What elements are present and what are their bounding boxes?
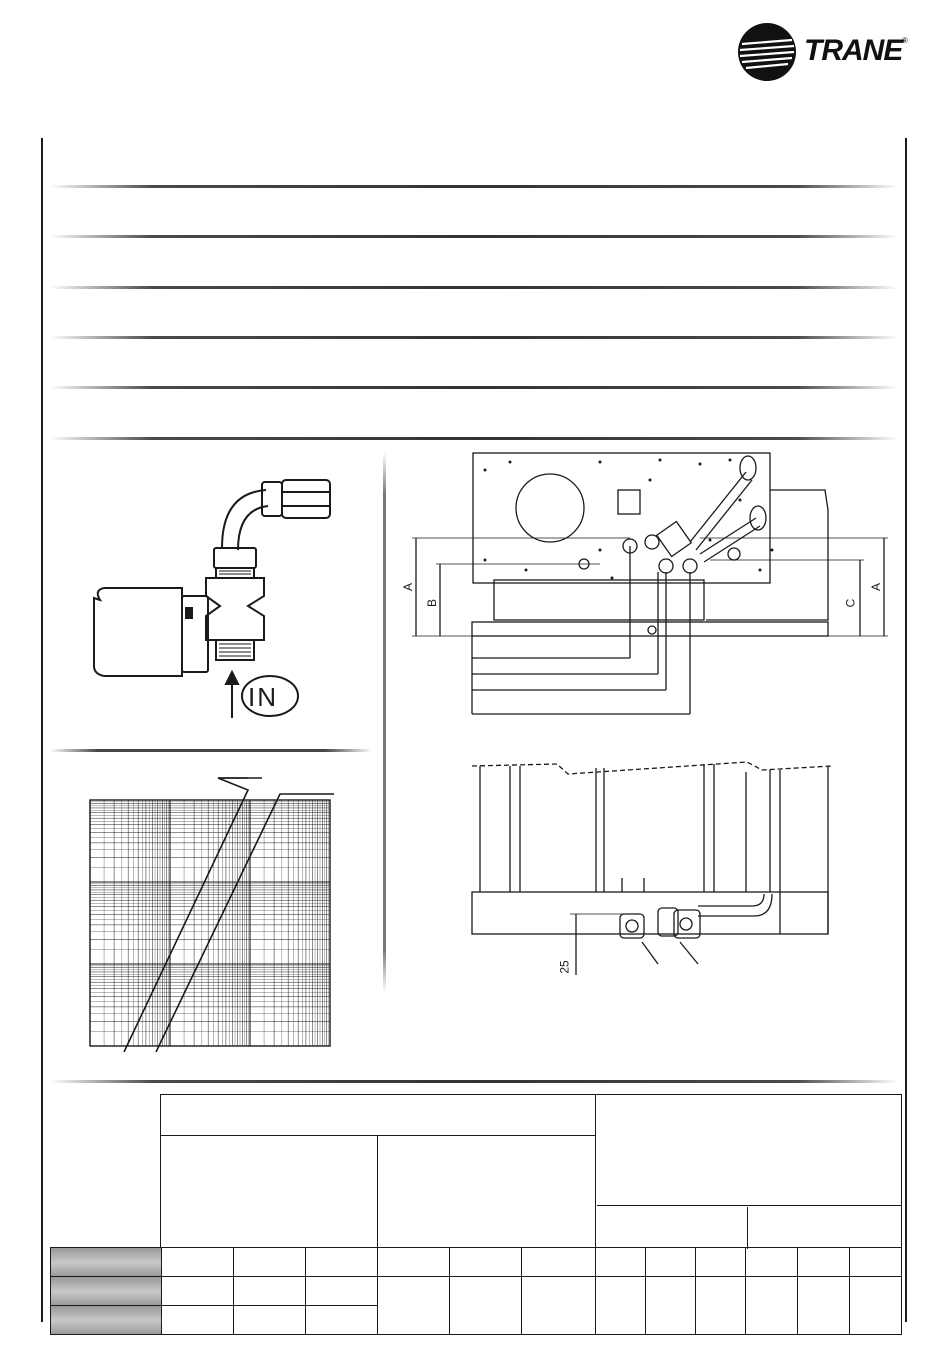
- brand-name: TRANE: [804, 34, 903, 67]
- table-cell: [234, 1306, 306, 1335]
- table-cell: [306, 1306, 378, 1335]
- table-cell: [234, 1277, 306, 1306]
- header-sub-4: [749, 1207, 901, 1249]
- header-sub-1: [161, 1136, 378, 1249]
- mid-rule-left: [50, 749, 372, 752]
- table-cell: [450, 1277, 522, 1335]
- section-rule: [50, 235, 898, 238]
- table-cell: [306, 1248, 378, 1277]
- inlet-label: IN: [248, 682, 278, 712]
- table-cell: [162, 1277, 234, 1306]
- table-cell: [596, 1248, 646, 1277]
- page-border-right: [905, 138, 907, 1322]
- table-cell: [850, 1277, 902, 1335]
- table-cell: [850, 1248, 902, 1277]
- trademark-symbol: ®: [902, 36, 908, 45]
- pressure-drop-chart: [84, 774, 334, 1052]
- table-cell: [51, 1306, 162, 1335]
- table-row: [51, 1277, 902, 1306]
- header-group-right: [597, 1095, 901, 1206]
- table-cell: [378, 1277, 450, 1335]
- clearance-dimension: 25: [557, 960, 572, 974]
- table-cell: [798, 1248, 850, 1277]
- column-divider: [383, 452, 386, 992]
- unit-connection-drawing: [400, 450, 900, 725]
- trane-logo: [736, 22, 916, 82]
- table-cell: [646, 1277, 696, 1335]
- table-cell: [696, 1277, 746, 1335]
- dimension-b: B: [425, 598, 440, 608]
- table-cell: [378, 1248, 450, 1277]
- dimension-c: C: [843, 598, 858, 608]
- header-sub-3: [597, 1207, 748, 1249]
- table-cell: [450, 1248, 522, 1277]
- valve-installation-figure: [88, 470, 343, 725]
- spec-table: [50, 1247, 902, 1335]
- table-cell: [646, 1248, 696, 1277]
- curve-1: [124, 778, 262, 1052]
- spec-table-header-block: [160, 1094, 902, 1249]
- table-row: [51, 1248, 902, 1277]
- table-cell: [234, 1248, 306, 1277]
- section-rule: [50, 386, 898, 389]
- dimension-a-right: A: [869, 582, 884, 592]
- table-cell: [798, 1277, 850, 1335]
- table-cell: [696, 1248, 746, 1277]
- section-rule: [50, 1080, 898, 1083]
- table-cell: [522, 1248, 596, 1277]
- header-group-left: [161, 1095, 596, 1136]
- unit-side-view-drawing: [462, 760, 842, 980]
- section-rule: [50, 336, 898, 339]
- table-cell: [162, 1248, 234, 1277]
- header-sub-2: [379, 1136, 596, 1249]
- table-cell: [162, 1306, 234, 1335]
- table-cell: [306, 1277, 378, 1306]
- page-border-left: [41, 138, 43, 1322]
- table-cell: [522, 1277, 596, 1335]
- table-cell: [746, 1248, 798, 1277]
- section-rule: [50, 286, 898, 289]
- dimension-a-left: A: [401, 582, 416, 592]
- table-cell: [596, 1277, 646, 1335]
- table-cell: [51, 1277, 162, 1306]
- chart-frame: [90, 800, 330, 1046]
- log-grid-chart: [84, 774, 334, 1052]
- table-cell: [51, 1248, 162, 1277]
- section-rule: [50, 185, 898, 188]
- table-cell: [746, 1277, 798, 1335]
- section-rule: [50, 437, 898, 440]
